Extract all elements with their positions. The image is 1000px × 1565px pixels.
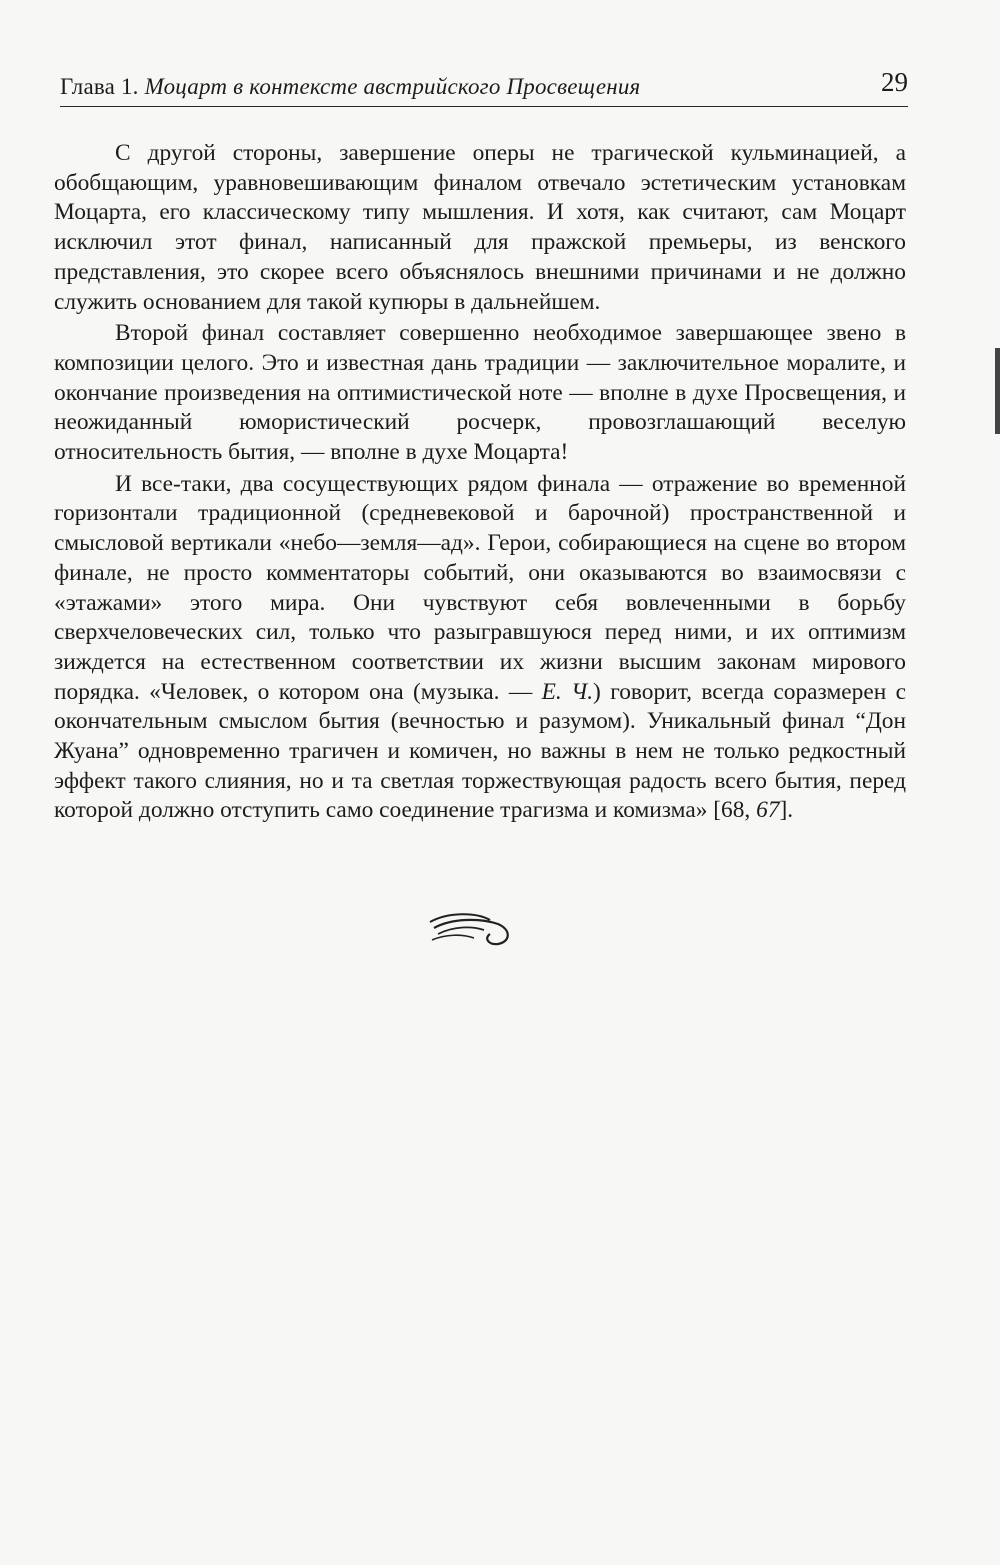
paragraph-3-part-a: И все-таки, два сосуществующих рядом финала — отражение во временной горизонтали традиционной (средневековой и барочной) пространственной и смысловой вертикали «небо—земля—ад». Герои, собирающиеся на сцене во втором финале, не просто комментаторы событий, они оказываются во взаимосвязи с «этажами» этого мира. Они чувствуют себя вовлеченными в борьбу сверхчеловеческих сил, только что разыгравшуюся перед ними, и их оптимизм зиждется на естественном соответствии их жизни высшим законам мирового порядка. «Человек, о котором она (музыка. —	[54, 470, 906, 705]
chapter-title: Моцарт в контексте австрийского Просвещения	[144, 74, 641, 99]
author-initials: Е. Ч.	[541, 678, 594, 705]
paragraph-3-part-c: ].	[779, 797, 794, 824]
chapter-prefix: Глава 1.	[60, 74, 145, 99]
main-text	[54, 139, 906, 828]
paragraph-1: С другой стороны, завершение оперы не трагической кульминацией, а обобщающим, уравновешивающим финалом отвечало эстетическим установкам Моцарта, его классическому типу мышления. И хотя, как считают, сам Моцарт исключил этот финал, написанный для пражской премьеры, из венского представления, это скорее всего объяснялось внешними причинами и не должно служить основанием для такой купюры в дальнейшем.	[54, 140, 906, 315]
chapter-heading	[60, 74, 640, 100]
paragraph-3-part-b: ) говорит, всегда соразмерен с окончательным смыслом бытия (вечностью и разумом). Уникальный финал “Дон Жуана” одновременно трагичен и комичен, но важны в нем не только редкостный эффект такого слияния, но и та светлая торжествующая радость всего бытия, перед которой должно отступить само соединение трагизма и комизма» [68,	[54, 678, 906, 824]
paragraph-2: Второй финал составляет совершенно необходимое завершающее звено в композиции целого. Это и известная дань традиции — заключительное моралите, и окончание произведения на оптимистической ноте — вполне в духе Просвещения, и неожиданный юмористический росчерк, провозглашающий веселую относительность бытия, — вполне в духе Моцарта!	[54, 320, 906, 466]
margin-mark	[995, 348, 1000, 434]
paragraph-3	[54, 470, 906, 826]
flourish-vignette-icon	[428, 908, 514, 950]
running-header	[60, 62, 908, 107]
page-number: 29	[881, 67, 908, 97]
reference-page: 67	[756, 797, 780, 824]
